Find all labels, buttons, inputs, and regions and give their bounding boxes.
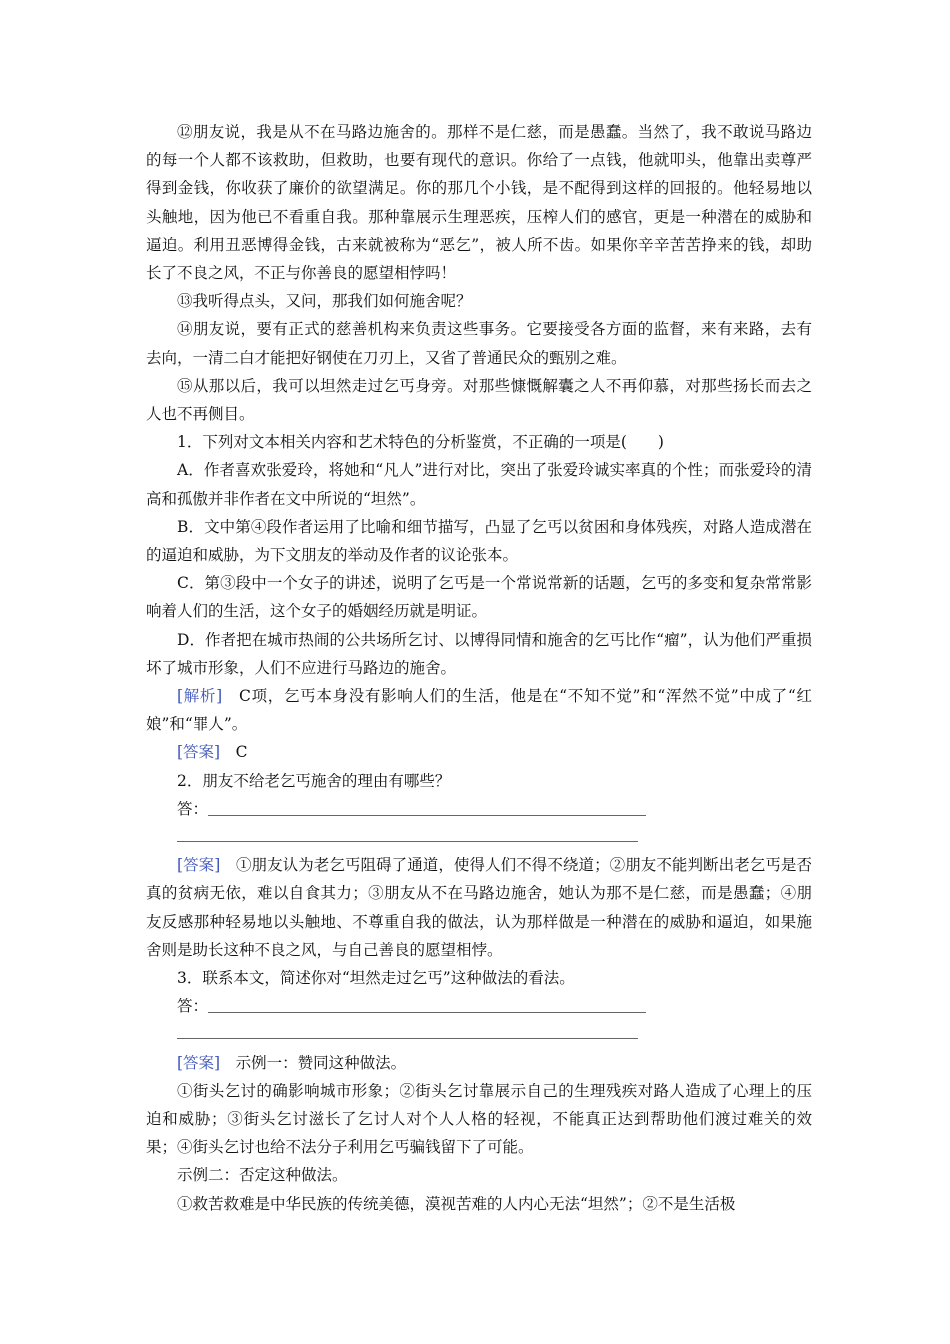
- question-2-answer: [146, 851, 812, 964]
- answer-text: C: [220, 743, 248, 762]
- answer-tag: [答案]: [177, 743, 221, 762]
- example-1-detail: ①街头乞讨的确影响城市形象；②街头乞讨靠展示自己的生理残疾对路人造成了心理上的压迫和威胁；③街头乞讨滋长了乞讨人对个人人格的轻视，不能真正达到帮助他们渡过难关的效果；④街头乞讨也给不法分子利用乞丐骗钱留下了可能。: [146, 1081, 812, 1157]
- question-2-answer-line: [146, 795, 812, 823]
- question-3-answer-line-2: [146, 1020, 812, 1048]
- question-1-option-c: C．第③段中一个女子的讲述，说明了乞丐是一个常说常新的话题，乞丐的多变和复杂常常影响着人们的生活，这个女子的婚姻经历就是明证。: [146, 574, 812, 621]
- paragraph-15: ⑮从那以后，我可以坦然走过乞丐身旁。对那些慷慨解囊之人不再仰慕，对那些扬长而去之人也不再侧目。: [146, 376, 812, 424]
- paragraph-13: ⑬我听得点头，又问，那我们如何施舍呢？: [177, 292, 472, 311]
- question-3-stem: 3．联系本文，简述你对“坦然走过乞丐”这种做法的看法。: [177, 969, 575, 988]
- document-page: [146, 118, 812, 1218]
- question-1-analysis: [146, 682, 812, 738]
- answer-blank[interactable]: [177, 823, 638, 842]
- question-1-answer: [146, 738, 812, 766]
- paragraph-14: ⑭朋友说，要有正式的慈善机构来负责这些事务。它要接受各方面的监督，来有来路，去有去向，一清二白才能把好钢使在刀刃上，又省了普通民众的甄别之难。: [146, 320, 812, 367]
- answer-label: 答：: [177, 997, 209, 1016]
- example-2-title: 示例二：否定这种做法。: [177, 1166, 348, 1185]
- answer-label: 答：: [177, 799, 209, 818]
- answer-tag: [答案]: [177, 1053, 221, 1072]
- question-3-answer: [146, 1049, 812, 1077]
- answer-blank[interactable]: [177, 1020, 638, 1039]
- example-2-detail: ①救苦救难是中华民族的传统美德，漠视苦难的人内心无法“坦然”；②不是生活极: [177, 1194, 736, 1213]
- answer-tag: [答案]: [177, 856, 221, 875]
- question-2-stem: 2．朋友不给老乞丐施舍的理由有哪些？: [177, 771, 451, 790]
- question-2-answer-line-2: [146, 823, 812, 851]
- question-1-option-b: B．文中第④段作者运用了比喻和细节描写，凸显了乞丐以贫困和身体残疾，对路人造成潜在的逼迫和威胁，为下文朋友的举动及作者的议论张本。: [146, 517, 812, 565]
- answer-blank[interactable]: [208, 994, 646, 1013]
- question-1-option-d: D．作者把在城市热闹的公共场所乞讨、以博得同情和施舍的乞丐比作“瘤”，认为他们严重损坏了城市形象，人们不应进行马路边的施舍。: [146, 630, 812, 677]
- question-3-answer-line: [146, 992, 812, 1020]
- question-1-stem: 1．下列对文本相关内容和艺术特色的分析鉴赏，不正确的一项是( ): [177, 433, 664, 452]
- paragraph-12: ⑫朋友说，我是从不在马路边施舍的。那样不是仁慈，而是愚蠢。当然了，我不敢说马路边的每一个人都不该救助，但救助，也要有现代的意识。你给了一点钱，他就叩头，他靠出卖尊严得到金钱，你收获了廉价的欲望满足。你的那几个小钱，是不配得到这样的回报的。他轻易地以头触地，因为他已不看重自我。那种靠展示生理恶疾，压榨人们的感官，更是一种潜在的威胁和逼迫。利用丑恶博得金钱，古来就被称为“恶乞”，被人所不齿。如果你辛辛苦苦挣来的钱，却助长了不良之风，不正与你善良的愿望相悖吗！: [146, 123, 812, 283]
- analysis-text: C项，乞丐本身没有影响人们的生活，他是在“不知不觉”和“浑然不觉”中成了“红娘”和“罪人”。: [146, 687, 812, 734]
- analysis-tag: [解析]: [177, 687, 223, 706]
- answer-text: 示例一：赞同这种做法。: [220, 1053, 407, 1072]
- question-1-option-a: A．作者喜欢张爱玲，将她和“凡人”进行对比，突出了张爱玲诚实率真的个性；而张爱玲的清高和孤傲并非作者在文中所说的“坦然”。: [146, 461, 812, 508]
- answer-blank[interactable]: [208, 797, 646, 816]
- answer-text: ①朋友认为老乞丐阻碍了通道，使得人们不得不绕道；②朋友不能判断出老乞丐是否真的贫病无依，难以自食其力；③朋友从不在马路边施舍，她认为那不是仁慈，而是愚蠢；④朋友反感那种轻易地以头触地、不尊重自我的做法，认为那样做是一种潜在的威胁和逼迫，如果施舍则是助长这种不良之风，与自己善良的愿望相悖。: [146, 856, 812, 959]
